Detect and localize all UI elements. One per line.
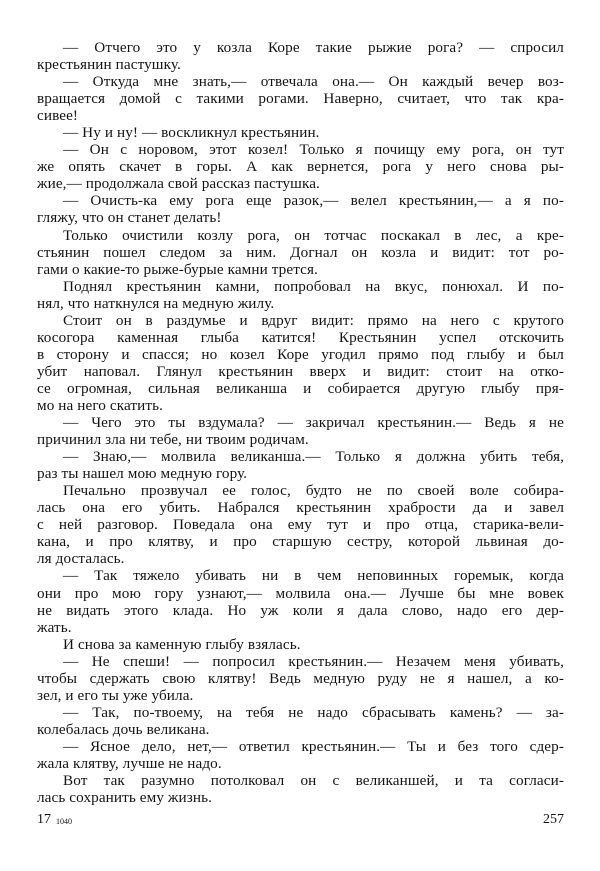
text-line: не видать этого клада. Но уж коли я дала слово, надо его дер- [37, 601, 564, 619]
text-line: се огромная, сильная великанша и собирается другую глыбу пря- [37, 379, 564, 397]
text-line: — Так, по-твоему, на тебя не надо сбрасывать камень? — за- [63, 703, 564, 721]
text-line: мо на него скатить. [37, 396, 164, 414]
text-line: сивее! [37, 107, 79, 125]
text-line: — Так тяжело убивать ни в чем неповинных горемык, когда [63, 567, 564, 585]
paragraph [37, 653, 564, 704]
paragraph [37, 636, 564, 653]
paragraph [37, 482, 564, 567]
text-line: Печально прозвучал ее голос, будто не по своей воле собира- [63, 482, 564, 500]
text-line: ля досталась. [37, 550, 125, 568]
text-line: — Знаю,— молвила великанша.— Только я должна убить тебя, [63, 448, 564, 466]
text-line: жать. [37, 618, 72, 636]
paragraph [37, 312, 564, 414]
text-line: — Ясное дело, нет,— ответил крестьянин.— Ты и без того сдер- [63, 737, 564, 755]
text-line: Поднял крестьянин камни, попробовал на вкус, понюхал. И по- [63, 277, 564, 295]
page-footer [37, 812, 564, 830]
text-line: вращается домой с такими рогами. Наверно, считает, что так кра- [37, 90, 564, 108]
text-line: крестьянин пастушку. [37, 56, 181, 74]
text-line: — Ну и ну! — воскликнул крестьянин. [63, 124, 320, 142]
text-line: Вот так разумно потолковал он с великаншей, и та согласи- [63, 772, 564, 790]
text-line: раз ты нашел мою медную гору. [37, 465, 248, 483]
text-line: колебалась дочь великана. [37, 720, 210, 738]
paragraph [37, 73, 564, 124]
text-line: И снова за каменную глыбу взялась. [63, 635, 301, 653]
print-code: 1040 [56, 817, 72, 826]
text-line: — Откуда мне знать,— отвечала она.— Он каждый вечер воз- [63, 73, 564, 91]
text-line: зел, и его ты уже убила. [37, 686, 194, 704]
text-line: кана, и про клятву, и про старшую сестру, которой львиная до- [37, 533, 564, 551]
page-body-text [37, 39, 564, 806]
text-line: же опять скачет в горы. А как вернется, рога у него снова ры- [37, 158, 564, 176]
text-line: они про мою гору узнают,— молвила она.— Лучше бы мне вовек [37, 584, 564, 602]
text-line: — Отчего это у козла Коре такие рыжие рога? — спросил [63, 39, 564, 56]
text-line: стьянин пошел следом за ним. Догнал он козла и видит: тот ро- [37, 243, 564, 261]
text-line: нял, что наткнулся на медную жилу. [37, 294, 275, 312]
paragraph [37, 278, 564, 312]
paragraph [37, 141, 564, 192]
paragraph [37, 227, 564, 278]
text-line: — Чего это ты вздумала? — закричал крестьянин.— Ведь я не [63, 414, 564, 432]
text-line: в сторону и спасся; но козел Коре угодил прямо под глыбу и был [37, 345, 564, 363]
paragraph [37, 772, 564, 806]
paragraph [37, 448, 564, 482]
paragraph [37, 414, 564, 448]
text-line: — Не спеши! — попросил крестьянин.— Незачем меня убивать, [63, 652, 564, 670]
text-line: косогора каменная глыба катится! Крестьянин успел отскочить [37, 328, 564, 346]
paragraph [37, 124, 564, 141]
text-line: лась она его убить. Набрался крестьянин храбрости да и завел [37, 499, 564, 517]
text-line: жие,— продолжала свой рассказ пастушка. [37, 175, 320, 193]
text-line: жала клятву, лучше не надо. [37, 754, 222, 772]
text-line: лась сохранить ему жизнь. [37, 789, 212, 807]
text-line: гляжу, что он станет делать! [37, 209, 222, 227]
text-line: — Он с норовом, этот козел! Только я почищу ему рога, он тут [63, 141, 564, 159]
paragraph [37, 39, 564, 73]
text-line: чтобы сдержать свою клятву! Ведь медную руду не я нашел, а ко- [37, 669, 564, 687]
text-line: Только очистили козлу рога, он тотчас поскакал в лес, а кре- [63, 226, 564, 244]
text-line: гами о какие-то рыже-бурые камни трется. [37, 260, 318, 278]
text-line: — Очисть-ка ему рога еще разок,— велел крестьянин,— а я по- [63, 192, 564, 210]
page-number: 257 [543, 812, 564, 827]
paragraph [37, 704, 564, 738]
text-line: Стоит он в раздумье и вдруг видит: прямо на него с крутого [63, 311, 564, 329]
paragraph [37, 192, 564, 226]
signature-mark: 17 [37, 812, 51, 827]
text-line: с ней разговор. Поведала она ему тут и про отца, старика-вели- [37, 516, 564, 534]
text-line: причинил зла ни тебе, ни твоим родичам. [37, 431, 309, 449]
paragraph [37, 738, 564, 772]
paragraph [37, 567, 564, 635]
text-line: убит наповал. Глянул крестьянин вверх и видит: стоит на отко- [37, 362, 564, 380]
